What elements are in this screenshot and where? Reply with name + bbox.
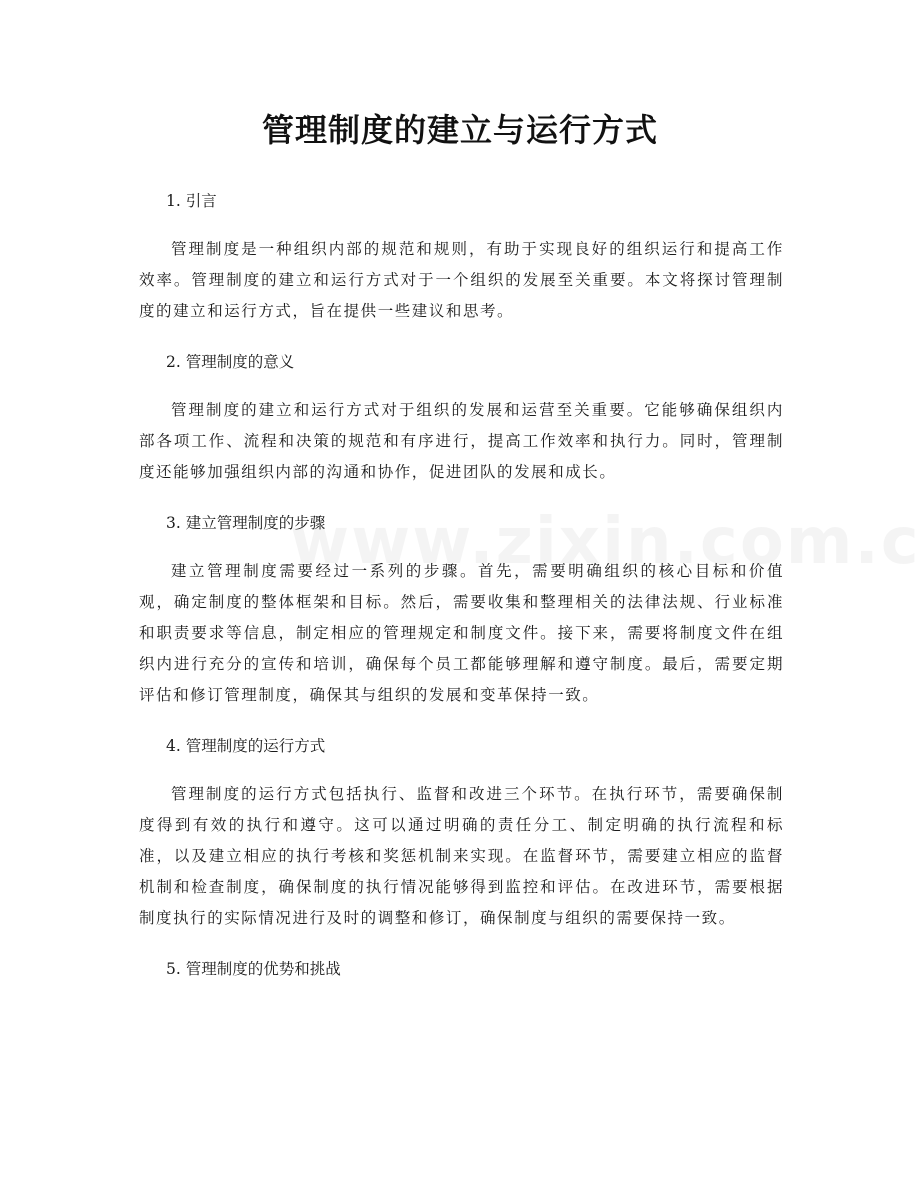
section-heading: 5. 管理制度的优势和挑战 (166, 960, 341, 978)
section-paragraph: 管理制度是一种组织内部的规范和规则，有助于实现良好的组织运行和提高工作效率。管理制度的建立和运行方式对于一个组织的发展至关重要。本文将探讨管理制度的建立和运行方式，旨在提供一些建议和思考。 (139, 240, 784, 320)
section-heading: 4. 管理制度的运行方式 (166, 737, 326, 755)
section-introduction (139, 184, 784, 345)
section-paragraph: 管理制度的运行方式包括执行、监督和改进三个环节。在执行环节，需要确保制度得到有效的执行和遵守。这可以通过明确的责任分工、制定明确的执行流程和标准，以及建立相应的执行考核和奖惩机制来实现。在监督环节，需要建立相应的监督机制和检查制度，确保制度的执行情况能够得到监控和评估。在改进环节，需要根据制度执行的实际情况进行及时的调整和修订，确保制度与组织的需要保持一致。 (139, 785, 784, 927)
document-title: 管理制度的建立与运行方式 (261, 111, 658, 149)
section-advantages-challenges (139, 952, 784, 986)
section-heading: 3. 建立管理制度的步骤 (166, 514, 326, 532)
section-paragraph: 管理制度的建立和运行方式对于组织的发展和运营至关重要。它能够确保组织内部各项工作、流程和决策的规范和有序进行，提高工作效率和执行力。同时，管理制度还能够加强组织内部的沟通和协作，促进团队的发展和成长。 (139, 401, 784, 481)
section-steps (139, 506, 784, 729)
document-body (139, 184, 784, 986)
section-heading: 1. 引言 (166, 192, 217, 210)
section-operation (139, 729, 784, 952)
section-significance (139, 345, 784, 506)
section-paragraph: 建立管理制度需要经过一系列的步骤。首先，需要明确组织的核心目标和价值观，确定制度的整体框架和目标。然后，需要收集和整理相关的法律法规、行业标准和职责要求等信息，制定相应的管理规定和制度文件。接下来，需要将制度文件在组织内进行充分的宣传和培训，确保每个员工都能够理解和遵守制度。最后，需要定期评估和修订管理制度，确保其与组织的发展和变革保持一致。 (139, 562, 784, 704)
section-heading: 2. 管理制度的意义 (166, 353, 295, 371)
